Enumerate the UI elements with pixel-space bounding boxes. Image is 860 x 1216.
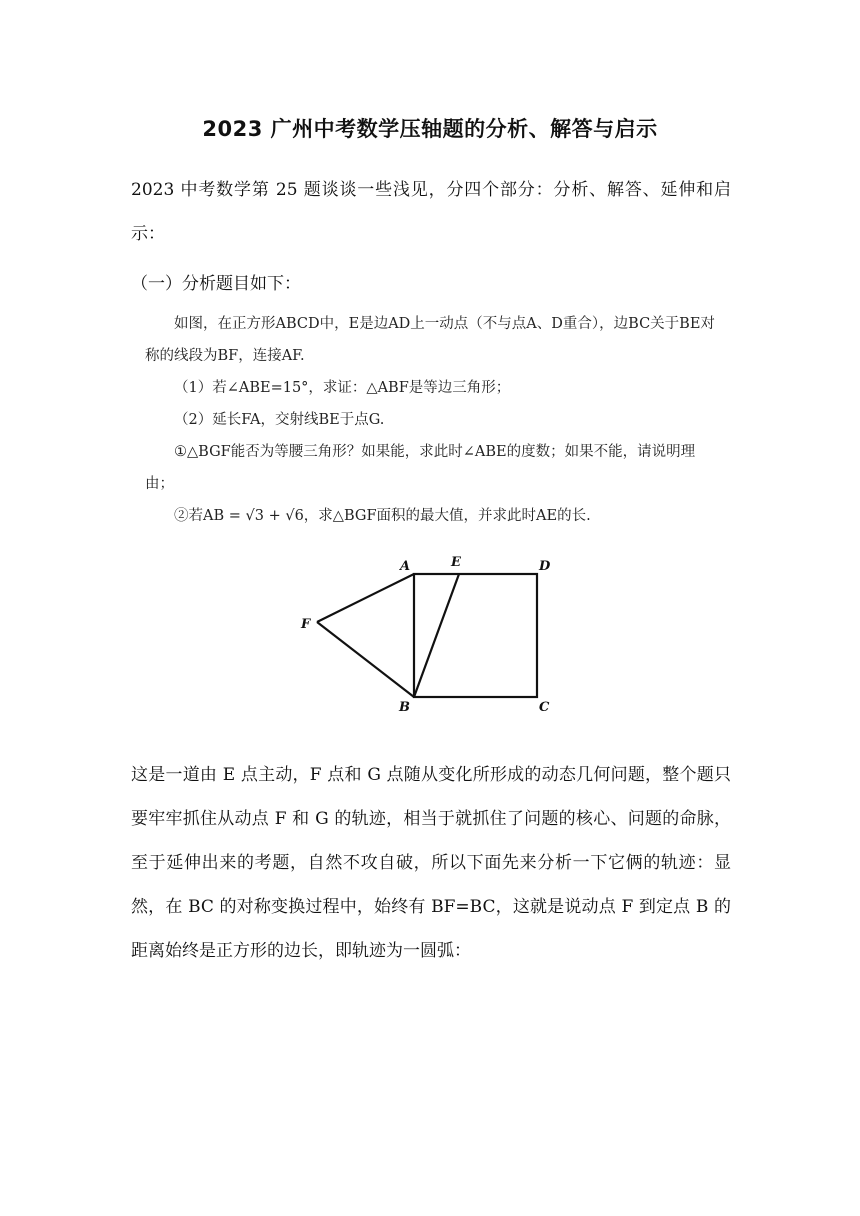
square-abcd — [414, 574, 537, 697]
problem-line-1: 如图，在正方形ABCD中，E是边AD上一动点（不与点A、D重合），边BC关于BE对称的线段为BF，连接AF. — [145, 316, 715, 364]
label-e: E — [451, 555, 461, 570]
problem-part-2: （2）延长FA，交射线BE于点G. — [174, 412, 385, 428]
intro-paragraph: 2023 中考数学第 25 题谈谈一些浅见，分四个部分：分析、解答、延伸和启示： — [131, 180, 731, 244]
problem-statement — [145, 308, 715, 532]
segment-be — [414, 574, 459, 697]
segment-fa — [317, 574, 414, 622]
segment-fb — [317, 622, 414, 697]
problem-part-1: （1）若∠ABE=15°，求证：△ABF是等边三角形； — [174, 380, 511, 396]
page-title: 2023 广州中考数学压轴题的分析、解答与启示 — [202, 117, 658, 141]
label-b: B — [399, 700, 410, 715]
problem-part-2a: ①△BGF能否为等腰三角形？如果能，求此时∠ABE的度数；如果不能，请说明理由； — [145, 444, 696, 492]
label-a: A — [400, 559, 411, 574]
analysis-paragraph: 这是一道由 E 点主动，F 点和 G 点随从变化所形成的动态几何问题，整个题只要牢牢抓住从动点 F 和 G 的轨迹，相当于就抓住了问题的核心、问题的命脉，至于延伸出来的考题，自然不攻自破，所以下面先来分析一下它俩的轨迹：显然，在 BC 的对称变换过程中，始终有 BF=BC，这就是说动点 F 到定点 B 的距离始终是正方形的边长，即轨迹为一圆弧： — [131, 765, 731, 961]
label-f: F — [301, 617, 311, 632]
label-c: C — [539, 700, 550, 715]
problem-part-2b: ②若AB = √3 + √6，求△BGF面积的最大值，并求此时AE的长. — [174, 508, 591, 524]
section-heading: （一）分析题目如下： — [131, 274, 301, 294]
label-d: D — [539, 559, 551, 574]
